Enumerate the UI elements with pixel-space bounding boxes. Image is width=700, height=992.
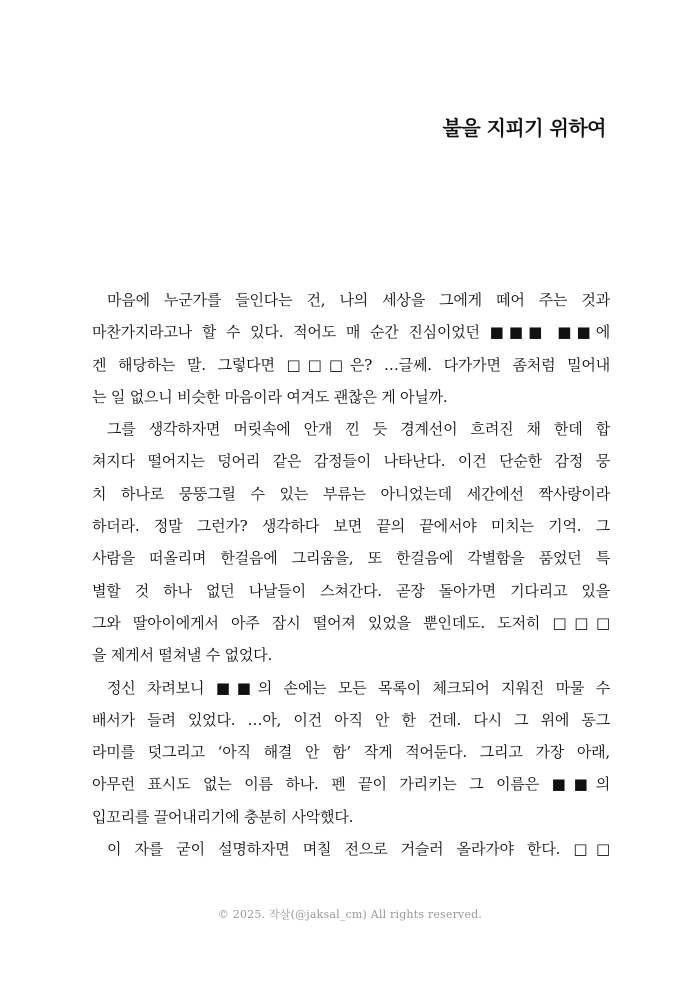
paragraph-line: 입꼬리를 끌어내리기에 충분히 사악했다.: [92, 807, 354, 826]
paragraph-line: 치 하나로 뭉뚱그릴 수 있는 부류는 아니었는데 세간에선 짝사랑이라: [92, 484, 610, 503]
paragraph-line: 마음에 누군가를 들인다는 건, 나의 세상을 그에게 떼어 주는 것과: [107, 291, 610, 309]
paragraph-line: 이 자를 굳이 설명하자면 며칠 전으로 거슬러 올라가야 한다. □□: [107, 840, 610, 859]
paragraph-line: 마찬가지라고나 할 수 있다. 적어도 매 순간 진심이었던 ■■■ ■■에: [92, 323, 610, 342]
paragraph-line: 라미를 덧그리고 ‘아직 해결 안 함’ 작게 적어둔다. 그리고 가장 아래,: [92, 743, 610, 762]
paragraph-line: 겐 해당하는 말. 그렇다면 □□□은? …글쎄. 다가가면 좀처럼 밀어내: [92, 355, 610, 374]
paragraph-line: 별할 것 하나 없던 나날들이 스쳐간다. 곧장 돌아가면 기다리고 있을: [92, 581, 610, 600]
paragraph-line: 하더라. 정말 그런가? 생각하다 보면 끝의 끝에서야 미치는 기억. 그: [92, 517, 610, 536]
paragraph-line: 아무런 표시도 없는 이름 하나. 펜 끝이 가리키는 그 이름은 ■■의: [92, 775, 610, 794]
paragraph-line: 정신 차려보니 ■■의 손에는 모든 목록이 체크되어 지워진 마물 수: [107, 678, 610, 697]
paragraph-line: 쳐지다 떨어지는 덩어리 같은 감정들이 나타난다. 이건 단순한 감정 뭉: [92, 452, 610, 471]
paragraph-line: 그를 생각하자면 머릿속에 안개 낀 듯 경계선이 흐려진 채 한데 합: [107, 420, 610, 439]
paragraph-line: 을 제게서 떨쳐낼 수 없었다.: [92, 646, 273, 665]
paragraph-line: 사람을 떠올리며 한걸음에 그리움을, 또 한걸음에 각별함을 품었던 특: [92, 549, 610, 568]
document-title: 불을 지피기 위하여: [442, 116, 606, 140]
paragraph-line: 배서가 들려 있었다. …아, 이건 아직 안 한 건데. 다시 그 위에 동그: [92, 710, 610, 729]
body-text: [92, 284, 610, 865]
paragraph-line: 는 일 없으니 비슷한 마음이라 여겨도 괜찮은 게 아닐까.: [92, 387, 448, 406]
paragraph-line: 그와 딸아이에게서 아주 잠시 떨어져 있었을 뿐인데도. 도저히 □□□: [92, 613, 610, 632]
copyright-footer: © 2025. 작살(@jaksal_cm) All rights reserved.: [217, 908, 483, 921]
